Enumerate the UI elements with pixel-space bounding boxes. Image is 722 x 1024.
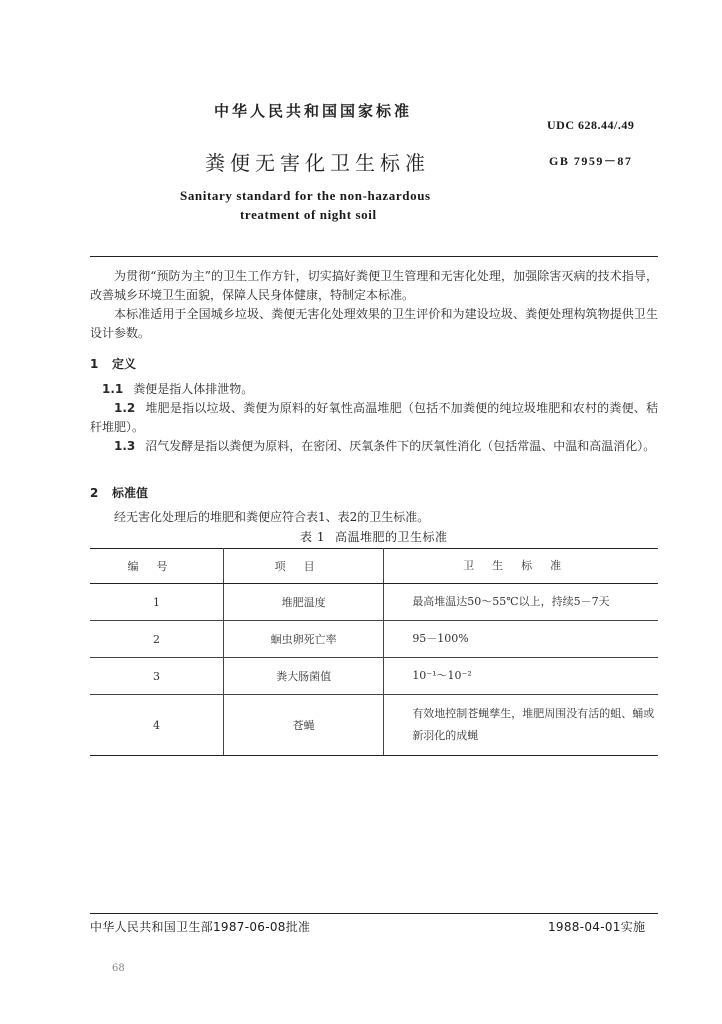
udc-code: UDC 628.44/.49 xyxy=(547,118,635,132)
clause-1-3 xyxy=(90,437,658,456)
section-1-number: 1 xyxy=(90,357,99,371)
page-number: 68 xyxy=(112,963,125,974)
clause-text: 堆肥是指以垃圾、粪便为原料的好氧性高温堆肥（包括不加粪便的纯垃圾堆肥和农村的粪便、秸秆堆肥）。 xyxy=(90,401,658,434)
cell-standard: 95－100% xyxy=(384,621,658,658)
column-header-item: 项目 xyxy=(224,549,384,584)
cell-number: 2 xyxy=(90,621,224,658)
cell-number: 4 xyxy=(90,695,224,756)
cell-item: 蛔虫卵死亡率 xyxy=(224,621,384,658)
clause-text: 沼气发酵是指以粪便为原料，在密闭、厌氧条件下的厌氧性消化（包括常温、中温和高温消化）。 xyxy=(145,439,656,453)
cell-item: 苍蝇 xyxy=(224,695,384,756)
effective-date: 1988-04-01实施 xyxy=(548,920,646,934)
section-1-heading xyxy=(90,355,658,374)
section-2-title: 标准值 xyxy=(112,486,149,500)
table-header-row xyxy=(90,549,658,584)
header-divider xyxy=(90,256,658,257)
clause-1-2 xyxy=(90,399,658,437)
approval-note: 中华人民共和国卫生部1987-06-08批准 xyxy=(90,920,311,934)
clause-number: 1.1 xyxy=(102,382,124,396)
cell-number: 1 xyxy=(90,584,224,621)
clause-text: 粪便是指人体排泄物。 xyxy=(133,382,254,396)
column-header-standard: 卫生标准 xyxy=(384,549,658,584)
cell-standard: 最高堆温达50～55℃以上，持续5－7天 xyxy=(384,584,658,621)
footer-divider xyxy=(90,913,658,914)
column-header-number: 编号 xyxy=(90,549,224,584)
section-2-number: 2 xyxy=(90,486,99,500)
table-1-caption xyxy=(300,528,447,545)
table-1 xyxy=(90,548,658,756)
standard-title: 粪便无害化卫生标准 xyxy=(205,151,430,175)
section-1-title: 定义 xyxy=(112,357,137,371)
table-row xyxy=(90,584,658,621)
table-row xyxy=(90,621,658,658)
gb-number: GB 7959－87 xyxy=(549,154,633,168)
table-row xyxy=(90,695,658,756)
intro-paragraph-2: 本标准适用于全国城乡垃圾、粪便无害化处理效果的卫生评价和为建设垃圾、粪便处理构筑物提供卫生设计参数。 xyxy=(90,307,658,340)
clause-1-1 xyxy=(90,380,658,399)
english-title-line-1: Sanitary standard for the non-hazardous xyxy=(180,188,431,203)
cell-standard: 10⁻¹～10⁻² xyxy=(384,658,658,695)
cell-standard: 有效地控制苍蝇孳生，堆肥周围没有活的蛆、蛹或新羽化的成蝇 xyxy=(384,695,658,756)
cell-item: 粪大肠菌值 xyxy=(224,658,384,695)
section-2-heading xyxy=(90,484,658,503)
table-1-number: 表 1 xyxy=(300,530,325,544)
intro-paragraph-1: 为贯彻“预防为主”的卫生工作方针，切实搞好粪便卫生管理和无害化处理，加强除害灭病的技术指导，改善城乡环境卫生面貌，保障人民身体健康，特制定本标准。 xyxy=(90,269,658,302)
issuing-authority: 中华人民共和国国家标准 xyxy=(214,102,413,120)
english-title-line-2: treatment of night soil xyxy=(240,207,377,222)
table-row xyxy=(90,658,658,695)
cell-number: 3 xyxy=(90,658,224,695)
table-1-title: 高温堆肥的卫生标准 xyxy=(334,530,448,544)
clause-number: 1.2 xyxy=(114,401,136,415)
clause-number: 1.3 xyxy=(114,439,136,453)
cell-item: 堆肥温度 xyxy=(224,584,384,621)
section-2-paragraph: 经无害化处理后的堆肥和粪便应符合表1、表2的卫生标准。 xyxy=(114,510,430,524)
